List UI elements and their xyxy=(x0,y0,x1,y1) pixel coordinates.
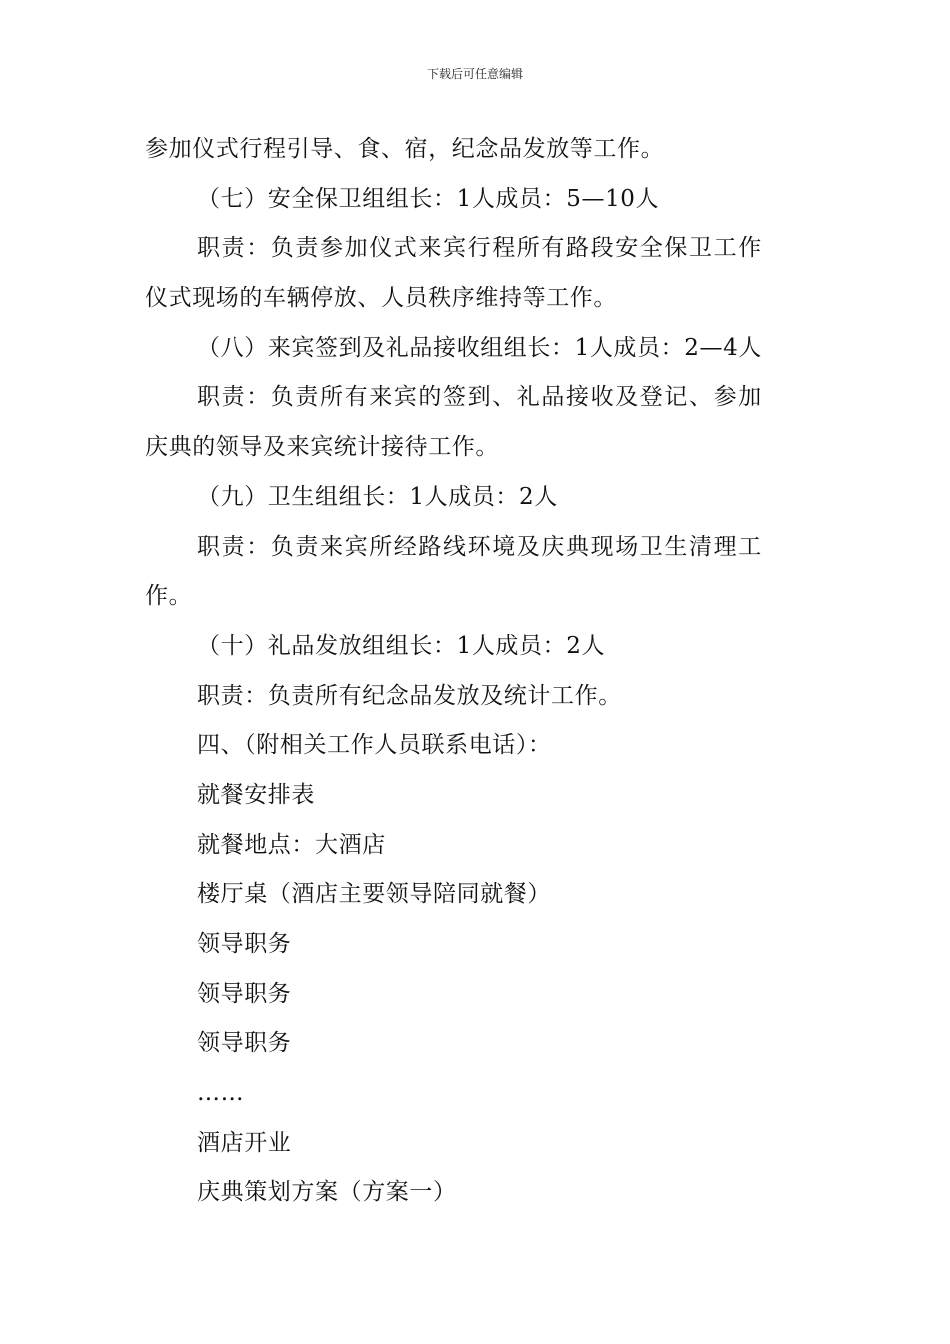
section-heading-reception: （八）来宾签到及礼品接收组组长：1人成员：2—4人 xyxy=(197,334,762,361)
paragraph-line: 庆典策划方案（方案一） xyxy=(197,1179,457,1206)
paragraph-line: 庆典的领导及来宾统计接待工作。 xyxy=(145,434,499,461)
ellipsis-line: …… xyxy=(197,1080,245,1107)
section-heading-security: （七）安全保卫组组长：1人成员：5—10人 xyxy=(197,185,660,212)
paragraph-line: 楼厅桌（酒店主要领导陪同就餐） xyxy=(197,881,551,908)
section-heading-sanitation: （九）卫生组组长：1人成员：2人 xyxy=(197,483,558,510)
paragraph-line: 参加仪式行程引导、食、宿，纪念品发放等工作。 xyxy=(145,136,665,162)
paragraph-line: 酒店开业 xyxy=(197,1129,292,1156)
paragraph-line: 就餐安排表 xyxy=(197,781,315,808)
section-heading-gifts: （十）礼品发放组组长：1人成员：2人 xyxy=(197,632,606,659)
paragraph-line: 领导职务 xyxy=(197,980,292,1007)
paragraph-line: 职责：负责所有纪念品发放及统计工作。 xyxy=(197,682,622,709)
section-heading-contacts: 四、（附相关工作人员联系电话）： xyxy=(197,732,552,759)
paragraph-line: 职责：负责所有来宾的签到、礼品接收及登记、参加 xyxy=(197,384,763,411)
paragraph-line: 领导职务 xyxy=(197,1030,292,1057)
paragraph-line: 仪式现场的车辆停放、人员秩序维持等工作。 xyxy=(145,285,617,312)
paragraph-line: 职责：负责参加仪式来宾行程所有路段安全保卫工作 xyxy=(197,235,763,262)
paragraph-line: 就餐地点：大酒店 xyxy=(197,831,386,858)
paragraph-line: 职责：负责来宾所经路线环境及庆典现场卫生清理工 xyxy=(197,533,763,560)
page-header: 下载后可任意编辑 xyxy=(426,67,523,81)
paragraph-line: 作。 xyxy=(145,583,193,610)
paragraph-line: 领导职务 xyxy=(197,931,292,957)
document-body xyxy=(145,125,810,1218)
